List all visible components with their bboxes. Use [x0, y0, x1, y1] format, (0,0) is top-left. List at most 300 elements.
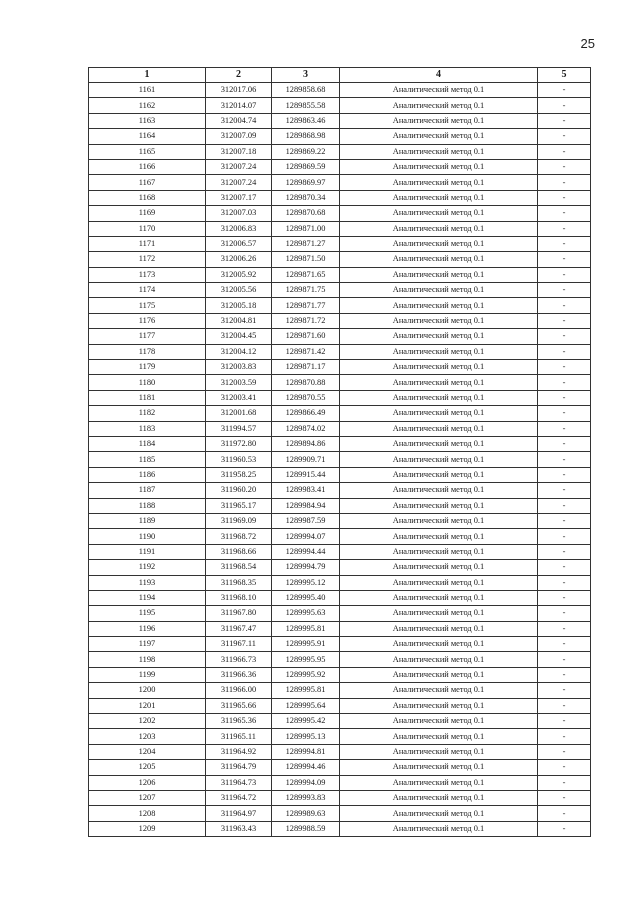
method-cell: Аналитический метод 0.1	[340, 175, 538, 190]
x-coordinate-cell: 312017.06	[206, 83, 272, 98]
accuracy-cell: -	[538, 159, 591, 174]
method-cell: Аналитический метод 0.1	[340, 375, 538, 390]
x-coordinate-cell: 312003.59	[206, 375, 272, 390]
x-coordinate-cell: 311964.97	[206, 806, 272, 821]
point-number-cell: 1161	[89, 83, 206, 98]
table-row	[89, 683, 591, 698]
accuracy-cell: -	[538, 144, 591, 159]
point-number-cell: 1178	[89, 344, 206, 359]
accuracy-cell: -	[538, 283, 591, 298]
y-coordinate-cell: 1289989.63	[272, 806, 340, 821]
y-coordinate-cell: 1289995.64	[272, 698, 340, 713]
y-coordinate-cell: 1289994.44	[272, 544, 340, 559]
x-coordinate-cell: 312007.09	[206, 129, 272, 144]
x-coordinate-cell: 311966.73	[206, 652, 272, 667]
method-cell: Аналитический метод 0.1	[340, 483, 538, 498]
y-coordinate-cell: 1289863.46	[272, 113, 340, 128]
method-cell: Аналитический метод 0.1	[340, 560, 538, 575]
accuracy-cell: -	[538, 436, 591, 451]
x-coordinate-cell: 311965.36	[206, 714, 272, 729]
accuracy-cell: -	[538, 83, 591, 98]
y-coordinate-cell: 1289871.60	[272, 329, 340, 344]
y-coordinate-cell: 1289874.02	[272, 421, 340, 436]
x-coordinate-cell: 311968.35	[206, 575, 272, 590]
table-row	[89, 744, 591, 759]
y-coordinate-cell: 1289994.79	[272, 560, 340, 575]
table-row	[89, 698, 591, 713]
point-number-cell: 1162	[89, 98, 206, 113]
point-number-cell: 1174	[89, 283, 206, 298]
point-number-cell: 1202	[89, 714, 206, 729]
x-coordinate-cell: 311964.79	[206, 760, 272, 775]
table-row	[89, 375, 591, 390]
x-coordinate-cell: 312005.18	[206, 298, 272, 313]
table-row	[89, 667, 591, 682]
method-cell: Аналитический метод 0.1	[340, 498, 538, 513]
table-row	[89, 560, 591, 575]
accuracy-cell: -	[538, 406, 591, 421]
method-cell: Аналитический метод 0.1	[340, 806, 538, 821]
table-row	[89, 406, 591, 421]
header-col-5: 5	[538, 68, 591, 83]
table-row	[89, 483, 591, 498]
y-coordinate-cell: 1289995.81	[272, 621, 340, 636]
x-coordinate-cell: 312004.45	[206, 329, 272, 344]
method-cell: Аналитический метод 0.1	[340, 637, 538, 652]
accuracy-cell: -	[538, 575, 591, 590]
accuracy-cell: -	[538, 467, 591, 482]
method-cell: Аналитический метод 0.1	[340, 344, 538, 359]
x-coordinate-cell: 311965.66	[206, 698, 272, 713]
method-cell: Аналитический метод 0.1	[340, 206, 538, 221]
accuracy-cell: -	[538, 590, 591, 605]
y-coordinate-cell: 1289987.59	[272, 513, 340, 528]
accuracy-cell: -	[538, 606, 591, 621]
method-cell: Аналитический метод 0.1	[340, 621, 538, 636]
accuracy-cell: -	[538, 652, 591, 667]
y-coordinate-cell: 1289915.44	[272, 467, 340, 482]
accuracy-cell: -	[538, 529, 591, 544]
y-coordinate-cell: 1289868.98	[272, 129, 340, 144]
method-cell: Аналитический метод 0.1	[340, 390, 538, 405]
table-row	[89, 652, 591, 667]
point-number-cell: 1196	[89, 621, 206, 636]
table-row	[89, 729, 591, 744]
y-coordinate-cell: 1289871.77	[272, 298, 340, 313]
y-coordinate-cell: 1289995.91	[272, 637, 340, 652]
method-cell: Аналитический метод 0.1	[340, 421, 538, 436]
x-coordinate-cell: 311968.10	[206, 590, 272, 605]
header-col-1: 1	[89, 68, 206, 83]
y-coordinate-cell: 1289869.97	[272, 175, 340, 190]
method-cell: Аналитический метод 0.1	[340, 313, 538, 328]
point-number-cell: 1182	[89, 406, 206, 421]
y-coordinate-cell: 1289983.41	[272, 483, 340, 498]
x-coordinate-cell: 311960.53	[206, 452, 272, 467]
accuracy-cell: -	[538, 667, 591, 682]
method-cell: Аналитический метод 0.1	[340, 714, 538, 729]
point-number-cell: 1170	[89, 221, 206, 236]
method-cell: Аналитический метод 0.1	[340, 406, 538, 421]
table-row	[89, 221, 591, 236]
table-row	[89, 98, 591, 113]
accuracy-cell: -	[538, 790, 591, 805]
y-coordinate-cell: 1289871.72	[272, 313, 340, 328]
table-row	[89, 498, 591, 513]
x-coordinate-cell: 311965.17	[206, 498, 272, 513]
header-col-4: 4	[340, 68, 538, 83]
method-cell: Аналитический метод 0.1	[340, 452, 538, 467]
point-number-cell: 1171	[89, 236, 206, 251]
x-coordinate-cell: 311968.72	[206, 529, 272, 544]
x-coordinate-cell: 311968.54	[206, 560, 272, 575]
x-coordinate-cell: 311969.09	[206, 513, 272, 528]
accuracy-cell: -	[538, 360, 591, 375]
table-row	[89, 298, 591, 313]
method-cell: Аналитический метод 0.1	[340, 144, 538, 159]
accuracy-cell: -	[538, 621, 591, 636]
accuracy-cell: -	[538, 267, 591, 282]
accuracy-cell: -	[538, 298, 591, 313]
y-coordinate-cell: 1289871.50	[272, 252, 340, 267]
table-row	[89, 760, 591, 775]
method-cell: Аналитический метод 0.1	[340, 590, 538, 605]
point-number-cell: 1164	[89, 129, 206, 144]
point-number-cell: 1183	[89, 421, 206, 436]
point-number-cell: 1208	[89, 806, 206, 821]
point-number-cell: 1184	[89, 436, 206, 451]
accuracy-cell: -	[538, 483, 591, 498]
method-cell: Аналитический метод 0.1	[340, 667, 538, 682]
point-number-cell: 1201	[89, 698, 206, 713]
point-number-cell: 1198	[89, 652, 206, 667]
table-row	[89, 83, 591, 98]
x-coordinate-cell: 312007.17	[206, 190, 272, 205]
table-row	[89, 421, 591, 436]
accuracy-cell: -	[538, 175, 591, 190]
x-coordinate-cell: 312007.03	[206, 206, 272, 221]
y-coordinate-cell: 1289870.55	[272, 390, 340, 405]
point-number-cell: 1168	[89, 190, 206, 205]
method-cell: Аналитический метод 0.1	[340, 98, 538, 113]
y-coordinate-cell: 1289994.09	[272, 775, 340, 790]
table-row	[89, 283, 591, 298]
accuracy-cell: -	[538, 729, 591, 744]
x-coordinate-cell: 312006.26	[206, 252, 272, 267]
accuracy-cell: -	[538, 375, 591, 390]
table-body	[89, 83, 591, 837]
point-number-cell: 1194	[89, 590, 206, 605]
point-number-cell: 1186	[89, 467, 206, 482]
y-coordinate-cell: 1289995.42	[272, 714, 340, 729]
method-cell: Аналитический метод 0.1	[340, 360, 538, 375]
accuracy-cell: -	[538, 637, 591, 652]
x-coordinate-cell: 312014.07	[206, 98, 272, 113]
table-row	[89, 775, 591, 790]
y-coordinate-cell: 1289871.17	[272, 360, 340, 375]
x-coordinate-cell: 311994.57	[206, 421, 272, 436]
method-cell: Аналитический метод 0.1	[340, 683, 538, 698]
accuracy-cell: -	[538, 806, 591, 821]
method-cell: Аналитический метод 0.1	[340, 298, 538, 313]
y-coordinate-cell: 1289994.46	[272, 760, 340, 775]
table-row	[89, 436, 591, 451]
y-coordinate-cell: 1289995.95	[272, 652, 340, 667]
y-coordinate-cell: 1289894.86	[272, 436, 340, 451]
table-row	[89, 575, 591, 590]
table-row	[89, 513, 591, 528]
point-number-cell: 1195	[89, 606, 206, 621]
y-coordinate-cell: 1289870.34	[272, 190, 340, 205]
x-coordinate-cell: 311972.80	[206, 436, 272, 451]
method-cell: Аналитический метод 0.1	[340, 159, 538, 174]
y-coordinate-cell: 1289988.59	[272, 821, 340, 836]
point-number-cell: 1204	[89, 744, 206, 759]
y-coordinate-cell: 1289869.59	[272, 159, 340, 174]
table-row	[89, 252, 591, 267]
coordinates-table	[88, 67, 591, 837]
point-number-cell: 1206	[89, 775, 206, 790]
point-number-cell: 1172	[89, 252, 206, 267]
accuracy-cell: -	[538, 775, 591, 790]
method-cell: Аналитический метод 0.1	[340, 513, 538, 528]
x-coordinate-cell: 312003.41	[206, 390, 272, 405]
method-cell: Аналитический метод 0.1	[340, 575, 538, 590]
y-coordinate-cell: 1289870.68	[272, 206, 340, 221]
table-header-row	[89, 68, 591, 83]
table-row	[89, 313, 591, 328]
method-cell: Аналитический метод 0.1	[340, 821, 538, 836]
point-number-cell: 1175	[89, 298, 206, 313]
accuracy-cell: -	[538, 513, 591, 528]
x-coordinate-cell: 311966.36	[206, 667, 272, 682]
x-coordinate-cell: 312007.24	[206, 159, 272, 174]
table-row	[89, 206, 591, 221]
point-number-cell: 1192	[89, 560, 206, 575]
accuracy-cell: -	[538, 252, 591, 267]
y-coordinate-cell: 1289871.27	[272, 236, 340, 251]
x-coordinate-cell: 312003.83	[206, 360, 272, 375]
method-cell: Аналитический метод 0.1	[340, 790, 538, 805]
point-number-cell: 1185	[89, 452, 206, 467]
y-coordinate-cell: 1289871.00	[272, 221, 340, 236]
point-number-cell: 1173	[89, 267, 206, 282]
x-coordinate-cell: 311964.73	[206, 775, 272, 790]
x-coordinate-cell: 312005.92	[206, 267, 272, 282]
point-number-cell: 1209	[89, 821, 206, 836]
x-coordinate-cell: 312005.56	[206, 283, 272, 298]
accuracy-cell: -	[538, 821, 591, 836]
table-row	[89, 452, 591, 467]
accuracy-cell: -	[538, 544, 591, 559]
y-coordinate-cell: 1289909.71	[272, 452, 340, 467]
point-number-cell: 1176	[89, 313, 206, 328]
point-number-cell: 1207	[89, 790, 206, 805]
table-row	[89, 621, 591, 636]
method-cell: Аналитический метод 0.1	[340, 252, 538, 267]
point-number-cell: 1189	[89, 513, 206, 528]
table-row	[89, 175, 591, 190]
table-row	[89, 790, 591, 805]
accuracy-cell: -	[538, 113, 591, 128]
x-coordinate-cell: 311967.80	[206, 606, 272, 621]
point-number-cell: 1190	[89, 529, 206, 544]
method-cell: Аналитический метод 0.1	[340, 267, 538, 282]
y-coordinate-cell: 1289995.63	[272, 606, 340, 621]
y-coordinate-cell: 1289871.42	[272, 344, 340, 359]
point-number-cell: 1205	[89, 760, 206, 775]
x-coordinate-cell: 312007.18	[206, 144, 272, 159]
method-cell: Аналитический метод 0.1	[340, 544, 538, 559]
table-row	[89, 821, 591, 836]
y-coordinate-cell: 1289866.49	[272, 406, 340, 421]
y-coordinate-cell: 1289995.13	[272, 729, 340, 744]
y-coordinate-cell: 1289994.81	[272, 744, 340, 759]
method-cell: Аналитический метод 0.1	[340, 283, 538, 298]
y-coordinate-cell: 1289870.88	[272, 375, 340, 390]
table-row	[89, 144, 591, 159]
point-number-cell: 1200	[89, 683, 206, 698]
x-coordinate-cell: 312004.12	[206, 344, 272, 359]
accuracy-cell: -	[538, 744, 591, 759]
table-row	[89, 806, 591, 821]
x-coordinate-cell: 312004.81	[206, 313, 272, 328]
accuracy-cell: -	[538, 313, 591, 328]
x-coordinate-cell: 311960.20	[206, 483, 272, 498]
x-coordinate-cell: 311968.66	[206, 544, 272, 559]
x-coordinate-cell: 311963.43	[206, 821, 272, 836]
x-coordinate-cell: 311967.11	[206, 637, 272, 652]
method-cell: Аналитический метод 0.1	[340, 606, 538, 621]
point-number-cell: 1188	[89, 498, 206, 513]
point-number-cell: 1197	[89, 637, 206, 652]
method-cell: Аналитический метод 0.1	[340, 529, 538, 544]
point-number-cell: 1187	[89, 483, 206, 498]
x-coordinate-cell: 312007.24	[206, 175, 272, 190]
method-cell: Аналитический метод 0.1	[340, 744, 538, 759]
accuracy-cell: -	[538, 560, 591, 575]
accuracy-cell: -	[538, 190, 591, 205]
point-number-cell: 1163	[89, 113, 206, 128]
table-row	[89, 360, 591, 375]
table-row	[89, 390, 591, 405]
y-coordinate-cell: 1289869.22	[272, 144, 340, 159]
table-row	[89, 236, 591, 251]
x-coordinate-cell: 311965.11	[206, 729, 272, 744]
accuracy-cell: -	[538, 498, 591, 513]
x-coordinate-cell: 311967.47	[206, 621, 272, 636]
point-number-cell: 1191	[89, 544, 206, 559]
point-number-cell: 1181	[89, 390, 206, 405]
x-coordinate-cell: 312001.68	[206, 406, 272, 421]
x-coordinate-cell: 311958.25	[206, 467, 272, 482]
x-coordinate-cell: 312004.74	[206, 113, 272, 128]
method-cell: Аналитический метод 0.1	[340, 190, 538, 205]
y-coordinate-cell: 1289858.68	[272, 83, 340, 98]
point-number-cell: 1166	[89, 159, 206, 174]
accuracy-cell: -	[538, 221, 591, 236]
point-number-cell: 1199	[89, 667, 206, 682]
method-cell: Аналитический метод 0.1	[340, 467, 538, 482]
y-coordinate-cell: 1289995.81	[272, 683, 340, 698]
table-row	[89, 159, 591, 174]
accuracy-cell: -	[538, 129, 591, 144]
method-cell: Аналитический метод 0.1	[340, 729, 538, 744]
method-cell: Аналитический метод 0.1	[340, 113, 538, 128]
accuracy-cell: -	[538, 236, 591, 251]
point-number-cell: 1169	[89, 206, 206, 221]
table-row	[89, 329, 591, 344]
table-row	[89, 606, 591, 621]
y-coordinate-cell: 1289871.75	[272, 283, 340, 298]
accuracy-cell: -	[538, 390, 591, 405]
table-row	[89, 344, 591, 359]
method-cell: Аналитический метод 0.1	[340, 236, 538, 251]
point-number-cell: 1193	[89, 575, 206, 590]
method-cell: Аналитический метод 0.1	[340, 760, 538, 775]
y-coordinate-cell: 1289994.07	[272, 529, 340, 544]
y-coordinate-cell: 1289993.83	[272, 790, 340, 805]
table-row	[89, 529, 591, 544]
table-row	[89, 637, 591, 652]
page-number: 25	[580, 36, 595, 51]
accuracy-cell: -	[538, 206, 591, 221]
table-row	[89, 590, 591, 605]
accuracy-cell: -	[538, 98, 591, 113]
method-cell: Аналитический метод 0.1	[340, 129, 538, 144]
x-coordinate-cell: 311964.72	[206, 790, 272, 805]
y-coordinate-cell: 1289995.12	[272, 575, 340, 590]
method-cell: Аналитический метод 0.1	[340, 221, 538, 236]
x-coordinate-cell: 312006.83	[206, 221, 272, 236]
accuracy-cell: -	[538, 329, 591, 344]
method-cell: Аналитический метод 0.1	[340, 329, 538, 344]
accuracy-cell: -	[538, 421, 591, 436]
table-row	[89, 129, 591, 144]
x-coordinate-cell: 311966.00	[206, 683, 272, 698]
table-row	[89, 467, 591, 482]
x-coordinate-cell: 311964.92	[206, 744, 272, 759]
y-coordinate-cell: 1289871.65	[272, 267, 340, 282]
accuracy-cell: -	[538, 698, 591, 713]
header-col-3: 3	[272, 68, 340, 83]
point-number-cell: 1177	[89, 329, 206, 344]
accuracy-cell: -	[538, 452, 591, 467]
y-coordinate-cell: 1289995.92	[272, 667, 340, 682]
method-cell: Аналитический метод 0.1	[340, 436, 538, 451]
table-row	[89, 267, 591, 282]
point-number-cell: 1203	[89, 729, 206, 744]
point-number-cell: 1180	[89, 375, 206, 390]
header-col-2: 2	[206, 68, 272, 83]
accuracy-cell: -	[538, 714, 591, 729]
table-row	[89, 714, 591, 729]
table-row	[89, 544, 591, 559]
point-number-cell: 1167	[89, 175, 206, 190]
accuracy-cell: -	[538, 344, 591, 359]
table-row	[89, 190, 591, 205]
method-cell: Аналитический метод 0.1	[340, 652, 538, 667]
y-coordinate-cell: 1289855.58	[272, 98, 340, 113]
method-cell: Аналитический метод 0.1	[340, 775, 538, 790]
y-coordinate-cell: 1289995.40	[272, 590, 340, 605]
method-cell: Аналитический метод 0.1	[340, 83, 538, 98]
point-number-cell: 1165	[89, 144, 206, 159]
y-coordinate-cell: 1289984.94	[272, 498, 340, 513]
method-cell: Аналитический метод 0.1	[340, 698, 538, 713]
accuracy-cell: -	[538, 760, 591, 775]
point-number-cell: 1179	[89, 360, 206, 375]
